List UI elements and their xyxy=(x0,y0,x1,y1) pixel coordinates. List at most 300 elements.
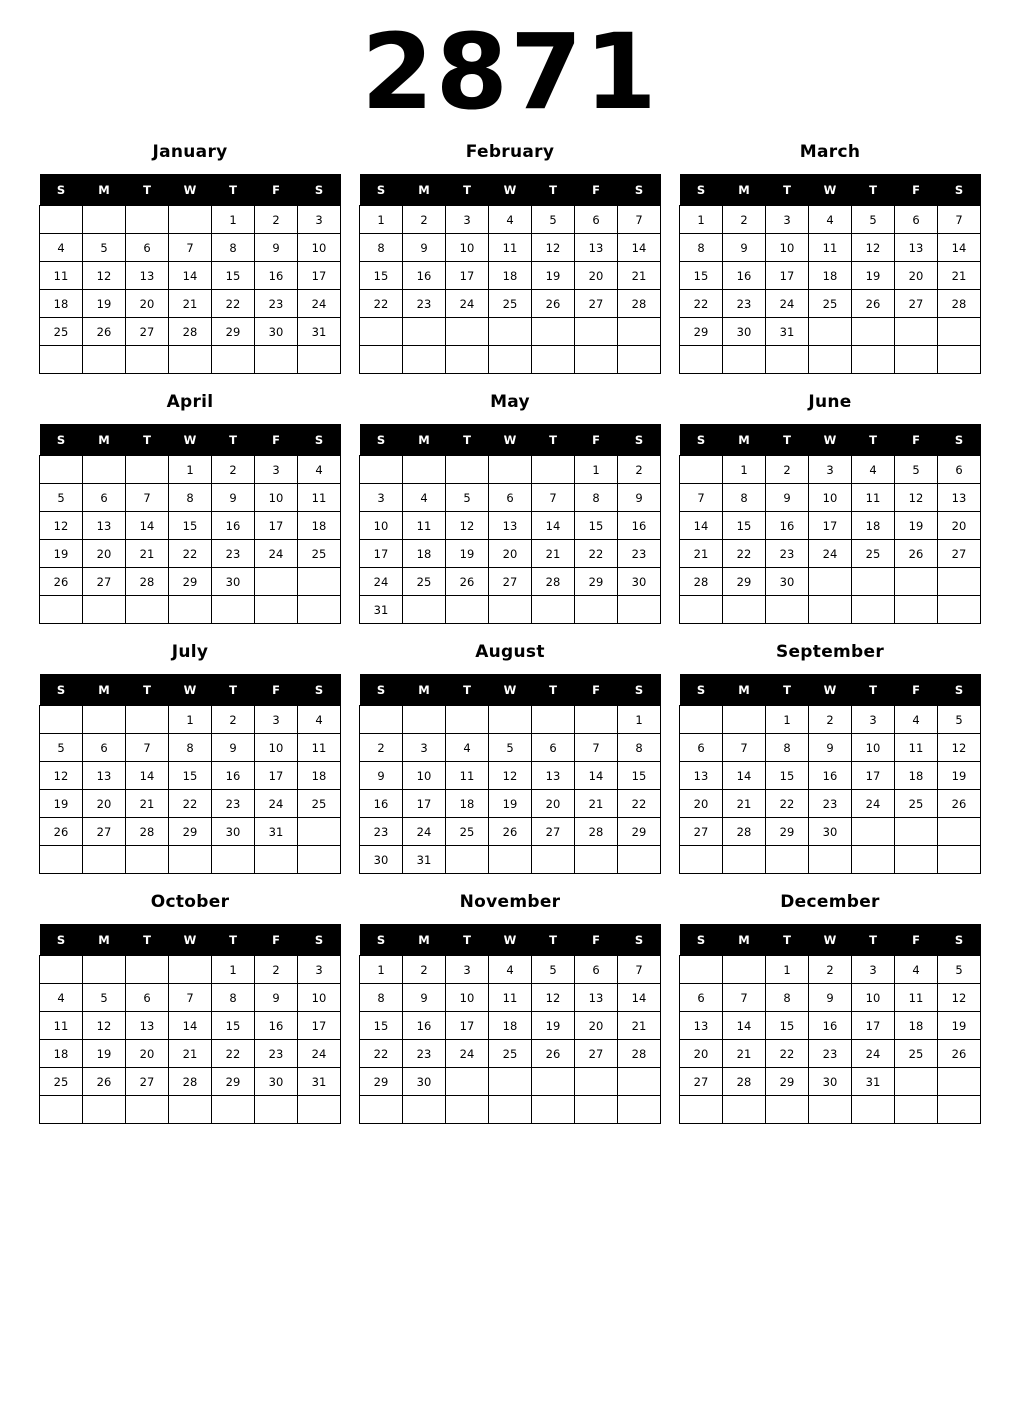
day-cell[interactable]: 28 xyxy=(723,1068,766,1096)
day-cell[interactable]: 11 xyxy=(895,984,938,1012)
day-cell[interactable]: 27 xyxy=(680,818,723,846)
day-cell[interactable]: 3 xyxy=(298,206,341,234)
day-cell[interactable]: 8 xyxy=(766,734,809,762)
day-cell[interactable]: 28 xyxy=(575,818,618,846)
day-cell[interactable]: 3 xyxy=(446,956,489,984)
day-cell[interactable]: 12 xyxy=(40,762,83,790)
day-cell[interactable]: 21 xyxy=(680,540,723,568)
day-cell[interactable]: 7 xyxy=(618,206,661,234)
day-cell[interactable]: 1 xyxy=(618,706,661,734)
day-cell[interactable]: 27 xyxy=(126,1068,169,1096)
day-cell[interactable]: 7 xyxy=(126,734,169,762)
day-cell[interactable]: 27 xyxy=(83,568,126,596)
day-cell[interactable]: 20 xyxy=(83,790,126,818)
day-cell[interactable]: 22 xyxy=(766,790,809,818)
day-cell[interactable]: 4 xyxy=(446,734,489,762)
day-cell[interactable]: 23 xyxy=(809,790,852,818)
day-cell[interactable]: 8 xyxy=(618,734,661,762)
day-cell[interactable]: 23 xyxy=(255,290,298,318)
day-cell[interactable]: 12 xyxy=(446,512,489,540)
day-cell[interactable]: 1 xyxy=(766,706,809,734)
day-cell[interactable]: 16 xyxy=(212,512,255,540)
day-cell[interactable]: 27 xyxy=(938,540,981,568)
day-cell[interactable]: 26 xyxy=(852,290,895,318)
day-cell[interactable]: 22 xyxy=(360,1040,403,1068)
day-cell[interactable]: 6 xyxy=(126,234,169,262)
day-cell[interactable]: 6 xyxy=(83,484,126,512)
day-cell[interactable]: 9 xyxy=(403,984,446,1012)
day-cell[interactable]: 4 xyxy=(895,956,938,984)
day-cell[interactable]: 22 xyxy=(169,790,212,818)
day-cell[interactable]: 11 xyxy=(489,984,532,1012)
day-cell[interactable]: 4 xyxy=(809,206,852,234)
day-cell[interactable]: 24 xyxy=(298,290,341,318)
day-cell[interactable]: 13 xyxy=(83,512,126,540)
day-cell[interactable]: 5 xyxy=(938,956,981,984)
day-cell[interactable]: 26 xyxy=(83,318,126,346)
day-cell[interactable]: 19 xyxy=(489,790,532,818)
day-cell[interactable]: 18 xyxy=(40,1040,83,1068)
day-cell[interactable]: 31 xyxy=(403,846,446,874)
day-cell[interactable]: 8 xyxy=(212,984,255,1012)
day-cell[interactable]: 18 xyxy=(403,540,446,568)
day-cell[interactable]: 6 xyxy=(489,484,532,512)
day-cell[interactable]: 16 xyxy=(403,1012,446,1040)
day-cell[interactable]: 13 xyxy=(680,762,723,790)
day-cell[interactable]: 23 xyxy=(766,540,809,568)
day-cell[interactable]: 25 xyxy=(489,1040,532,1068)
day-cell[interactable]: 24 xyxy=(255,540,298,568)
day-cell[interactable]: 17 xyxy=(403,790,446,818)
day-cell[interactable]: 6 xyxy=(575,206,618,234)
day-cell[interactable]: 13 xyxy=(895,234,938,262)
day-cell[interactable]: 6 xyxy=(938,456,981,484)
day-cell[interactable]: 28 xyxy=(618,290,661,318)
day-cell[interactable]: 13 xyxy=(680,1012,723,1040)
day-cell[interactable]: 14 xyxy=(169,262,212,290)
day-cell[interactable]: 17 xyxy=(360,540,403,568)
day-cell[interactable]: 1 xyxy=(360,206,403,234)
day-cell[interactable]: 6 xyxy=(895,206,938,234)
day-cell[interactable]: 20 xyxy=(680,790,723,818)
day-cell[interactable]: 28 xyxy=(169,318,212,346)
day-cell[interactable]: 10 xyxy=(298,984,341,1012)
day-cell[interactable]: 25 xyxy=(809,290,852,318)
day-cell[interactable]: 17 xyxy=(446,262,489,290)
day-cell[interactable]: 10 xyxy=(766,234,809,262)
day-cell[interactable]: 1 xyxy=(212,206,255,234)
day-cell[interactable]: 18 xyxy=(895,762,938,790)
day-cell[interactable]: 5 xyxy=(40,484,83,512)
day-cell[interactable]: 16 xyxy=(212,762,255,790)
day-cell[interactable]: 29 xyxy=(618,818,661,846)
day-cell[interactable]: 2 xyxy=(723,206,766,234)
day-cell[interactable]: 19 xyxy=(83,1040,126,1068)
day-cell[interactable]: 11 xyxy=(895,734,938,762)
day-cell[interactable]: 29 xyxy=(723,568,766,596)
day-cell[interactable]: 15 xyxy=(766,1012,809,1040)
day-cell[interactable]: 19 xyxy=(938,1012,981,1040)
day-cell[interactable]: 11 xyxy=(40,1012,83,1040)
day-cell[interactable]: 18 xyxy=(298,762,341,790)
day-cell[interactable]: 7 xyxy=(169,234,212,262)
day-cell[interactable]: 21 xyxy=(169,1040,212,1068)
day-cell[interactable]: 11 xyxy=(446,762,489,790)
day-cell[interactable]: 21 xyxy=(618,262,661,290)
day-cell[interactable]: 4 xyxy=(895,706,938,734)
day-cell[interactable]: 12 xyxy=(83,262,126,290)
day-cell[interactable]: 27 xyxy=(532,818,575,846)
day-cell[interactable]: 2 xyxy=(403,206,446,234)
day-cell[interactable]: 25 xyxy=(489,290,532,318)
day-cell[interactable]: 4 xyxy=(489,206,532,234)
day-cell[interactable]: 16 xyxy=(809,762,852,790)
day-cell[interactable]: 8 xyxy=(766,984,809,1012)
day-cell[interactable]: 17 xyxy=(255,512,298,540)
day-cell[interactable]: 14 xyxy=(126,762,169,790)
day-cell[interactable]: 14 xyxy=(723,1012,766,1040)
day-cell[interactable]: 25 xyxy=(895,1040,938,1068)
day-cell[interactable]: 1 xyxy=(723,456,766,484)
day-cell[interactable]: 28 xyxy=(169,1068,212,1096)
day-cell[interactable]: 13 xyxy=(126,262,169,290)
day-cell[interactable]: 25 xyxy=(403,568,446,596)
day-cell[interactable]: 8 xyxy=(723,484,766,512)
day-cell[interactable]: 28 xyxy=(938,290,981,318)
day-cell[interactable]: 21 xyxy=(938,262,981,290)
day-cell[interactable]: 9 xyxy=(360,762,403,790)
day-cell[interactable]: 1 xyxy=(360,956,403,984)
day-cell[interactable]: 13 xyxy=(532,762,575,790)
day-cell[interactable]: 25 xyxy=(298,790,341,818)
day-cell[interactable]: 24 xyxy=(403,818,446,846)
day-cell[interactable]: 19 xyxy=(40,790,83,818)
day-cell[interactable]: 9 xyxy=(618,484,661,512)
day-cell[interactable]: 22 xyxy=(575,540,618,568)
day-cell[interactable]: 9 xyxy=(255,234,298,262)
day-cell[interactable]: 3 xyxy=(766,206,809,234)
day-cell[interactable]: 18 xyxy=(489,1012,532,1040)
day-cell[interactable]: 11 xyxy=(298,734,341,762)
day-cell[interactable]: 30 xyxy=(809,818,852,846)
day-cell[interactable]: 23 xyxy=(403,1040,446,1068)
day-cell[interactable]: 16 xyxy=(360,790,403,818)
day-cell[interactable]: 30 xyxy=(618,568,661,596)
day-cell[interactable]: 7 xyxy=(575,734,618,762)
day-cell[interactable]: 23 xyxy=(212,540,255,568)
day-cell[interactable]: 28 xyxy=(618,1040,661,1068)
day-cell[interactable]: 5 xyxy=(895,456,938,484)
day-cell[interactable]: 6 xyxy=(575,956,618,984)
day-cell[interactable]: 3 xyxy=(852,956,895,984)
day-cell[interactable]: 27 xyxy=(489,568,532,596)
day-cell[interactable]: 7 xyxy=(723,984,766,1012)
day-cell[interactable]: 10 xyxy=(403,762,446,790)
day-cell[interactable]: 27 xyxy=(680,1068,723,1096)
day-cell[interactable]: 30 xyxy=(403,1068,446,1096)
day-cell[interactable]: 20 xyxy=(575,1012,618,1040)
day-cell[interactable]: 9 xyxy=(212,484,255,512)
day-cell[interactable]: 17 xyxy=(766,262,809,290)
day-cell[interactable]: 21 xyxy=(723,790,766,818)
day-cell[interactable]: 21 xyxy=(532,540,575,568)
day-cell[interactable]: 14 xyxy=(723,762,766,790)
day-cell[interactable]: 3 xyxy=(255,706,298,734)
day-cell[interactable]: 14 xyxy=(680,512,723,540)
day-cell[interactable]: 3 xyxy=(298,956,341,984)
day-cell[interactable]: 29 xyxy=(680,318,723,346)
day-cell[interactable]: 19 xyxy=(40,540,83,568)
day-cell[interactable]: 21 xyxy=(126,790,169,818)
day-cell[interactable]: 20 xyxy=(489,540,532,568)
day-cell[interactable]: 29 xyxy=(212,318,255,346)
day-cell[interactable]: 7 xyxy=(169,984,212,1012)
day-cell[interactable]: 13 xyxy=(489,512,532,540)
day-cell[interactable]: 15 xyxy=(766,762,809,790)
day-cell[interactable]: 19 xyxy=(938,762,981,790)
day-cell[interactable]: 30 xyxy=(212,818,255,846)
day-cell[interactable]: 26 xyxy=(489,818,532,846)
day-cell[interactable]: 18 xyxy=(446,790,489,818)
day-cell[interactable]: 15 xyxy=(169,512,212,540)
day-cell[interactable]: 19 xyxy=(852,262,895,290)
day-cell[interactable]: 17 xyxy=(446,1012,489,1040)
day-cell[interactable]: 2 xyxy=(255,956,298,984)
day-cell[interactable]: 9 xyxy=(809,734,852,762)
day-cell[interactable]: 9 xyxy=(809,984,852,1012)
day-cell[interactable]: 11 xyxy=(403,512,446,540)
day-cell[interactable]: 27 xyxy=(575,290,618,318)
day-cell[interactable]: 14 xyxy=(532,512,575,540)
day-cell[interactable]: 26 xyxy=(83,1068,126,1096)
day-cell[interactable]: 20 xyxy=(532,790,575,818)
day-cell[interactable]: 12 xyxy=(852,234,895,262)
day-cell[interactable]: 29 xyxy=(169,568,212,596)
day-cell[interactable]: 10 xyxy=(852,984,895,1012)
day-cell[interactable]: 27 xyxy=(126,318,169,346)
day-cell[interactable]: 12 xyxy=(83,1012,126,1040)
day-cell[interactable]: 11 xyxy=(298,484,341,512)
day-cell[interactable]: 24 xyxy=(446,1040,489,1068)
day-cell[interactable]: 9 xyxy=(403,234,446,262)
day-cell[interactable]: 21 xyxy=(618,1012,661,1040)
day-cell[interactable]: 16 xyxy=(255,262,298,290)
day-cell[interactable]: 22 xyxy=(766,1040,809,1068)
day-cell[interactable]: 7 xyxy=(126,484,169,512)
day-cell[interactable]: 10 xyxy=(360,512,403,540)
day-cell[interactable]: 6 xyxy=(680,734,723,762)
day-cell[interactable]: 16 xyxy=(618,512,661,540)
day-cell[interactable]: 4 xyxy=(489,956,532,984)
day-cell[interactable]: 30 xyxy=(809,1068,852,1096)
day-cell[interactable]: 26 xyxy=(532,290,575,318)
day-cell[interactable]: 7 xyxy=(680,484,723,512)
day-cell[interactable]: 4 xyxy=(298,456,341,484)
day-cell[interactable]: 23 xyxy=(255,1040,298,1068)
day-cell[interactable]: 4 xyxy=(298,706,341,734)
day-cell[interactable]: 11 xyxy=(489,234,532,262)
day-cell[interactable]: 21 xyxy=(169,290,212,318)
day-cell[interactable]: 31 xyxy=(766,318,809,346)
day-cell[interactable]: 4 xyxy=(403,484,446,512)
day-cell[interactable]: 25 xyxy=(298,540,341,568)
day-cell[interactable]: 29 xyxy=(575,568,618,596)
day-cell[interactable]: 22 xyxy=(723,540,766,568)
day-cell[interactable]: 17 xyxy=(298,1012,341,1040)
day-cell[interactable]: 8 xyxy=(360,984,403,1012)
day-cell[interactable]: 19 xyxy=(895,512,938,540)
day-cell[interactable]: 2 xyxy=(766,456,809,484)
day-cell[interactable]: 27 xyxy=(895,290,938,318)
day-cell[interactable]: 11 xyxy=(40,262,83,290)
day-cell[interactable]: 22 xyxy=(360,290,403,318)
day-cell[interactable]: 28 xyxy=(532,568,575,596)
day-cell[interactable]: 20 xyxy=(895,262,938,290)
day-cell[interactable]: 2 xyxy=(212,456,255,484)
day-cell[interactable]: 31 xyxy=(298,1068,341,1096)
day-cell[interactable]: 25 xyxy=(40,318,83,346)
day-cell[interactable]: 10 xyxy=(298,234,341,262)
day-cell[interactable]: 24 xyxy=(446,290,489,318)
day-cell[interactable]: 15 xyxy=(618,762,661,790)
day-cell[interactable]: 2 xyxy=(360,734,403,762)
day-cell[interactable]: 29 xyxy=(169,818,212,846)
day-cell[interactable]: 2 xyxy=(403,956,446,984)
day-cell[interactable]: 15 xyxy=(169,762,212,790)
day-cell[interactable]: 1 xyxy=(169,456,212,484)
day-cell[interactable]: 20 xyxy=(938,512,981,540)
day-cell[interactable]: 5 xyxy=(489,734,532,762)
day-cell[interactable]: 21 xyxy=(126,540,169,568)
day-cell[interactable]: 10 xyxy=(255,734,298,762)
day-cell[interactable]: 13 xyxy=(126,1012,169,1040)
day-cell[interactable]: 10 xyxy=(809,484,852,512)
day-cell[interactable]: 19 xyxy=(532,1012,575,1040)
day-cell[interactable]: 8 xyxy=(169,484,212,512)
day-cell[interactable]: 13 xyxy=(83,762,126,790)
day-cell[interactable]: 4 xyxy=(40,984,83,1012)
day-cell[interactable]: 29 xyxy=(360,1068,403,1096)
day-cell[interactable]: 21 xyxy=(723,1040,766,1068)
day-cell[interactable]: 24 xyxy=(255,790,298,818)
day-cell[interactable]: 4 xyxy=(40,234,83,262)
day-cell[interactable]: 19 xyxy=(83,290,126,318)
day-cell[interactable]: 7 xyxy=(618,956,661,984)
day-cell[interactable]: 13 xyxy=(575,984,618,1012)
day-cell[interactable]: 1 xyxy=(766,956,809,984)
day-cell[interactable]: 13 xyxy=(938,484,981,512)
day-cell[interactable]: 2 xyxy=(255,206,298,234)
day-cell[interactable]: 3 xyxy=(446,206,489,234)
day-cell[interactable]: 29 xyxy=(766,1068,809,1096)
day-cell[interactable]: 23 xyxy=(360,818,403,846)
day-cell[interactable]: 19 xyxy=(532,262,575,290)
day-cell[interactable]: 14 xyxy=(575,762,618,790)
day-cell[interactable]: 8 xyxy=(575,484,618,512)
day-cell[interactable]: 26 xyxy=(938,790,981,818)
day-cell[interactable]: 15 xyxy=(360,1012,403,1040)
day-cell[interactable]: 25 xyxy=(895,790,938,818)
day-cell[interactable]: 3 xyxy=(403,734,446,762)
day-cell[interactable]: 22 xyxy=(618,790,661,818)
day-cell[interactable]: 8 xyxy=(680,234,723,262)
day-cell[interactable]: 28 xyxy=(126,818,169,846)
day-cell[interactable]: 30 xyxy=(255,1068,298,1096)
day-cell[interactable]: 5 xyxy=(852,206,895,234)
day-cell[interactable]: 1 xyxy=(680,206,723,234)
day-cell[interactable]: 12 xyxy=(938,734,981,762)
day-cell[interactable]: 6 xyxy=(83,734,126,762)
day-cell[interactable]: 26 xyxy=(40,818,83,846)
day-cell[interactable]: 30 xyxy=(255,318,298,346)
day-cell[interactable]: 25 xyxy=(446,818,489,846)
day-cell[interactable]: 18 xyxy=(895,1012,938,1040)
day-cell[interactable]: 17 xyxy=(255,762,298,790)
day-cell[interactable]: 26 xyxy=(446,568,489,596)
day-cell[interactable]: 19 xyxy=(446,540,489,568)
day-cell[interactable]: 12 xyxy=(40,512,83,540)
day-cell[interactable]: 31 xyxy=(852,1068,895,1096)
day-cell[interactable]: 5 xyxy=(532,206,575,234)
day-cell[interactable]: 23 xyxy=(723,290,766,318)
day-cell[interactable]: 31 xyxy=(360,596,403,624)
day-cell[interactable]: 9 xyxy=(255,984,298,1012)
day-cell[interactable]: 8 xyxy=(360,234,403,262)
day-cell[interactable]: 17 xyxy=(298,262,341,290)
day-cell[interactable]: 22 xyxy=(212,1040,255,1068)
day-cell[interactable]: 13 xyxy=(575,234,618,262)
day-cell[interactable]: 15 xyxy=(680,262,723,290)
day-cell[interactable]: 2 xyxy=(212,706,255,734)
day-cell[interactable]: 16 xyxy=(766,512,809,540)
day-cell[interactable]: 24 xyxy=(766,290,809,318)
day-cell[interactable]: 16 xyxy=(403,262,446,290)
day-cell[interactable]: 5 xyxy=(446,484,489,512)
day-cell[interactable]: 1 xyxy=(575,456,618,484)
day-cell[interactable]: 3 xyxy=(852,706,895,734)
day-cell[interactable]: 15 xyxy=(212,1012,255,1040)
day-cell[interactable]: 29 xyxy=(212,1068,255,1096)
day-cell[interactable]: 22 xyxy=(169,540,212,568)
day-cell[interactable]: 25 xyxy=(40,1068,83,1096)
day-cell[interactable]: 9 xyxy=(212,734,255,762)
day-cell[interactable]: 15 xyxy=(723,512,766,540)
day-cell[interactable]: 28 xyxy=(680,568,723,596)
day-cell[interactable]: 24 xyxy=(852,1040,895,1068)
day-cell[interactable]: 24 xyxy=(809,540,852,568)
day-cell[interactable]: 15 xyxy=(212,262,255,290)
day-cell[interactable]: 20 xyxy=(575,262,618,290)
day-cell[interactable]: 3 xyxy=(255,456,298,484)
day-cell[interactable]: 6 xyxy=(126,984,169,1012)
day-cell[interactable]: 29 xyxy=(766,818,809,846)
day-cell[interactable]: 23 xyxy=(809,1040,852,1068)
day-cell[interactable]: 26 xyxy=(938,1040,981,1068)
day-cell[interactable]: 18 xyxy=(40,290,83,318)
day-cell[interactable]: 30 xyxy=(766,568,809,596)
day-cell[interactable]: 10 xyxy=(852,734,895,762)
day-cell[interactable]: 10 xyxy=(446,234,489,262)
day-cell[interactable]: 18 xyxy=(852,512,895,540)
day-cell[interactable]: 17 xyxy=(809,512,852,540)
day-cell[interactable]: 1 xyxy=(212,956,255,984)
day-cell[interactable]: 14 xyxy=(618,984,661,1012)
day-cell[interactable]: 18 xyxy=(298,512,341,540)
day-cell[interactable]: 12 xyxy=(532,234,575,262)
day-cell[interactable]: 26 xyxy=(40,568,83,596)
day-cell[interactable]: 17 xyxy=(852,1012,895,1040)
day-cell[interactable]: 5 xyxy=(83,984,126,1012)
